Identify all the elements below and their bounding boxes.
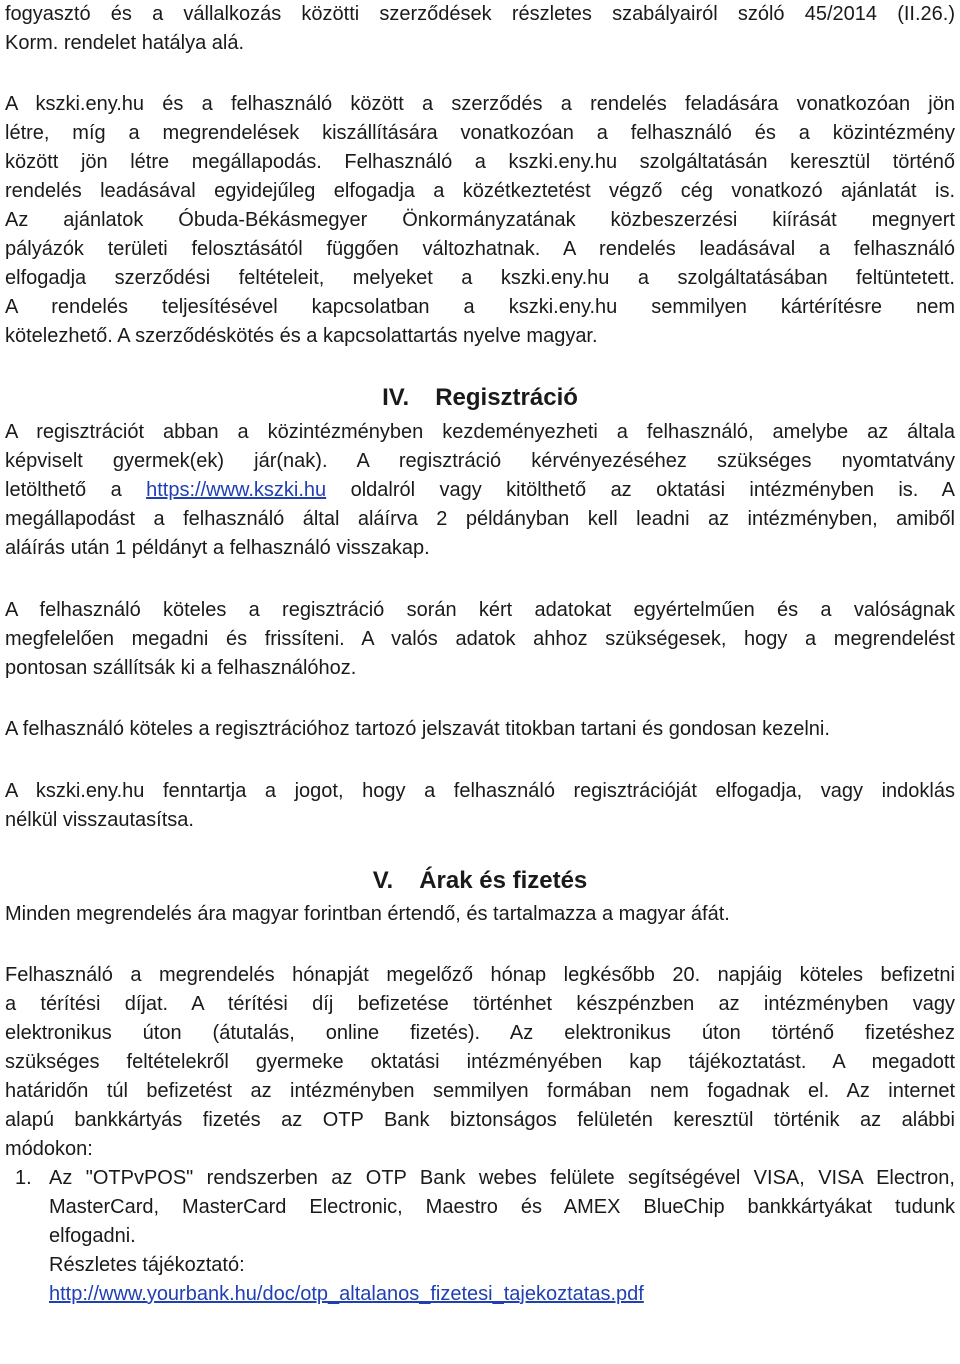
paragraph-line: módokon: — [5, 1138, 93, 1160]
paragraph-line: aláírás után 1 példányt a felhasználó visszakap. — [5, 537, 430, 559]
section-title: Árak és fizetés — [419, 867, 588, 894]
paragraph-line: kötelezhető. A szerződéskötés és a kapcsolattartás nyelve magyar. — [5, 325, 598, 347]
paragraph-line: képviselt gyermek(ek) jár(nak). A regisztráció kérvényezéséhez szükséges nyomtatvány — [5, 450, 955, 472]
paragraph-line: rendelés leadásával egyidejűleg elfogadja a közétkeztetést végző cég vonatkozó ajánlatát is. — [5, 180, 955, 202]
list-item-line: MasterCard, MasterCard Electronic, Maestro és AMEX BlueChip bankkártyákat tudunk — [49, 1196, 955, 1218]
text-segment: oldalról vagy kitölthető az oktatási intézményben is. A — [326, 479, 955, 501]
paragraph-line: Minden megrendelés ára magyar forintban értendő, és tartalmazza a magyar áfát. — [5, 903, 730, 925]
intro-line: fogyasztó és a vállalkozás közötti szerződések részletes szabályairól szóló 45/2014 (II.26.) — [5, 3, 955, 25]
paragraph-line: a térítési díjat. A térítési díj befizetése történhet készpénzben az intézményben vagy — [5, 993, 955, 1015]
text-segment: letölthető a — [5, 479, 147, 501]
paragraph-line: A regisztrációt abban a közintézményben kezdeményezheti a felhasználó, amelybe az általa — [5, 421, 955, 443]
list-item-link-line — [49, 1280, 955, 1309]
list-item-line: Részletes tájékoztató: — [49, 1254, 245, 1276]
paragraph-line: pontosan szállítsák ki a felhasználóhoz. — [5, 657, 357, 679]
paragraph-line: A felhasználó köteles a regisztrációhoz tartozó jelszavát titokban tartani és gondosan kezelni. — [5, 718, 830, 740]
paragraph-line: megfelelően megadni és frissíteni. A valós adatok ahhoz szükségesek, hogy a megrendelést — [5, 628, 955, 650]
paragraph-line-with-link — [5, 476, 955, 505]
paragraph-line: A kszki.eny.hu fenntartja a jogot, hogy a felhasználó regisztrációját elfogadja, vagy indoklás — [5, 780, 955, 802]
paragraph-line: szükséges feltételekről gyermeke oktatási intézményében kap tájékoztatást. A megadott — [5, 1051, 955, 1073]
section-heading-registration — [5, 383, 955, 413]
paragraph-line: pályázók területi felosztásától függően változhatnak. A rendelés leadásával a felhasználó — [5, 238, 955, 260]
paragraph-line: Az ajánlatok Óbuda-Békásmegyer Önkormányzatának közbeszerzési kiírását megnyert — [5, 209, 955, 231]
paragraph-line: között jön létre megállapodás. Felhasználó a kszki.eny.hu szolgáltatásán keresztül történő — [5, 151, 955, 173]
paragraph-line: A rendelés teljesítésével kapcsolatban a kszki.eny.hu semmilyen kártérítésre nem — [5, 296, 955, 318]
otp-payment-info-link[interactable]: http://www.yourbank.hu/doc/otp_altalanos_fizetesi_tajekoztatas.pdf — [49, 1283, 644, 1305]
section-number: V. — [372, 867, 394, 894]
paragraph-line: alapú bankkártyás fizetés az OTP Bank biztonságos felületén keresztül történik az alábbi — [5, 1109, 955, 1131]
list-item-line: elfogadni. — [49, 1225, 136, 1247]
paragraph-line: elektronikus úton (átutalás, online fizetés). Az elektronikus úton történő fizetéshez — [5, 1022, 955, 1044]
intro-line: Korm. rendelet hatálya alá. — [5, 32, 245, 54]
list-item-number: 1. — [15, 1167, 32, 1189]
list-item-line: Az "OTPvPOS" rendszerben az OTP Bank webes felülete segítségével VISA, VISA Electron, — [49, 1167, 955, 1189]
section-heading-prices — [5, 866, 955, 896]
paragraph-line: megállapodást a felhasználó által aláírva 2 példányban kell leadni az intézményben, amiből — [5, 508, 955, 530]
kszki-website-link[interactable]: https://www.kszki.hu — [146, 479, 327, 501]
paragraph-line: határidőn túl befizetést az intézményben semmilyen formában nem fogadnak el. Az internet — [5, 1080, 955, 1102]
paragraph-line: létre, míg a megrendelések kiszállítására vonatkozóan a felhasználó és a közintézmény — [5, 122, 955, 144]
paragraph-line: A felhasználó köteles a regisztráció során kért adatokat egyértelműen és a valóságnak — [5, 599, 955, 621]
paragraph-line: elfogadja szerződési feltételeit, melyeket a kszki.eny.hu a szolgáltatásában feltüntetett. — [5, 267, 955, 289]
section-title: Regisztráció — [435, 384, 578, 411]
paragraph-line: Felhasználó a megrendelés hónapját megelőző hónap legkésőbb 20. napjáig köteles befizetni — [5, 964, 955, 986]
section-number: IV. — [382, 384, 410, 411]
paragraph-line: A kszki.eny.hu és a felhasználó között a szerződés a rendelés feladására vonatkozóan jön — [5, 93, 955, 115]
paragraph-line: nélkül visszautasítsa. — [5, 809, 194, 831]
